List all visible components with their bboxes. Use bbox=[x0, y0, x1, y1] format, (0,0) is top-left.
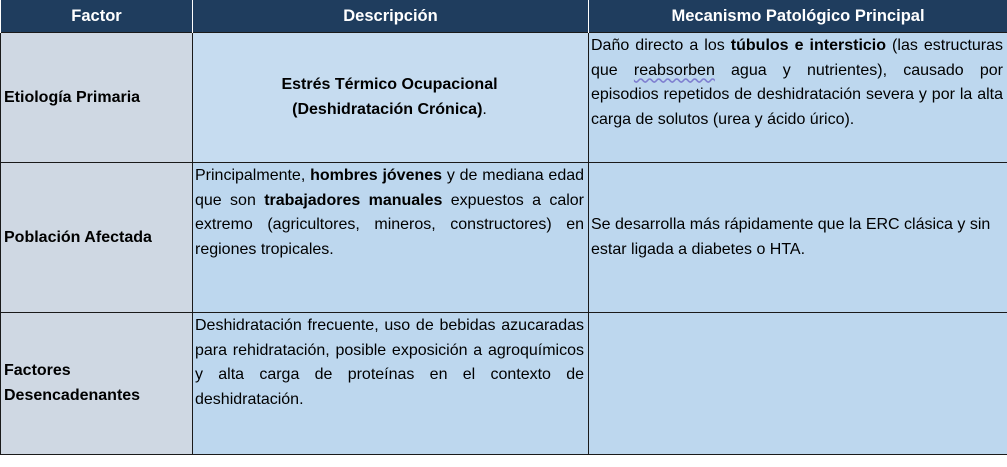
descripcion-p2: y de mediana edad que son bbox=[195, 167, 585, 209]
mecanismo-cell: Se desarrolla más rápidamente que la ERC clásica y sin estar ligada a diabetes o HTA. bbox=[589, 163, 1007, 313]
table-row bbox=[1, 33, 1007, 163]
header-factor: Factor bbox=[1, 0, 193, 33]
factor-cell: Factores Desencadenantes bbox=[1, 313, 193, 455]
descripcion-cell bbox=[193, 33, 589, 163]
table-row bbox=[1, 163, 1007, 313]
mecanismo-bold: túbulos e intersticio bbox=[730, 37, 887, 54]
descripcion-b2: trabajadores manuales bbox=[264, 191, 443, 209]
mecanismo-cell bbox=[589, 33, 1007, 163]
header-descripcion: Descripción bbox=[193, 0, 589, 33]
mecanismo-mid: (las estructuras que bbox=[591, 37, 1004, 79]
descripcion-bold-line1: Estrés Térmico Ocupacional bbox=[281, 76, 498, 94]
factor-cell: Etiología Primaria bbox=[1, 33, 193, 163]
table-row bbox=[1, 313, 1007, 455]
descripcion-bold-line2: (Deshidratación Crónica) bbox=[292, 101, 483, 118]
mecanismo-pre: Daño directo a los bbox=[591, 37, 731, 54]
descripcion-cell: Deshidratación frecuente, uso de bebidas azucaradas para rehidratación, posible exposición a agroquímicos y alta carga de proteínas en el contexto de deshidratación. bbox=[193, 313, 589, 455]
mecanismo-post: agua y nutrientes), causado por episodios repetidos de deshidratación severa y por la alta carga de solutos (urea y ácido úrico). bbox=[591, 61, 1004, 128]
header-mecanismo: Mecanismo Patológico Principal bbox=[589, 0, 1007, 33]
descripcion-cell bbox=[193, 163, 589, 313]
descripcion-b1: hombres jóvenes bbox=[310, 167, 443, 184]
descripcion-tail: . bbox=[482, 101, 487, 118]
factor-cell: Población Afectada bbox=[1, 163, 193, 313]
mecanismo-cell bbox=[589, 313, 1007, 455]
header-row bbox=[1, 0, 1007, 33]
descripcion-p1: Principalmente, bbox=[195, 167, 311, 184]
mecanismo-squiggle-word: reabsorben bbox=[633, 61, 715, 79]
descripcion-p3: expuestos a calor extremo (agricultores, mineros, constructores) en regiones tropicales. bbox=[195, 191, 585, 258]
